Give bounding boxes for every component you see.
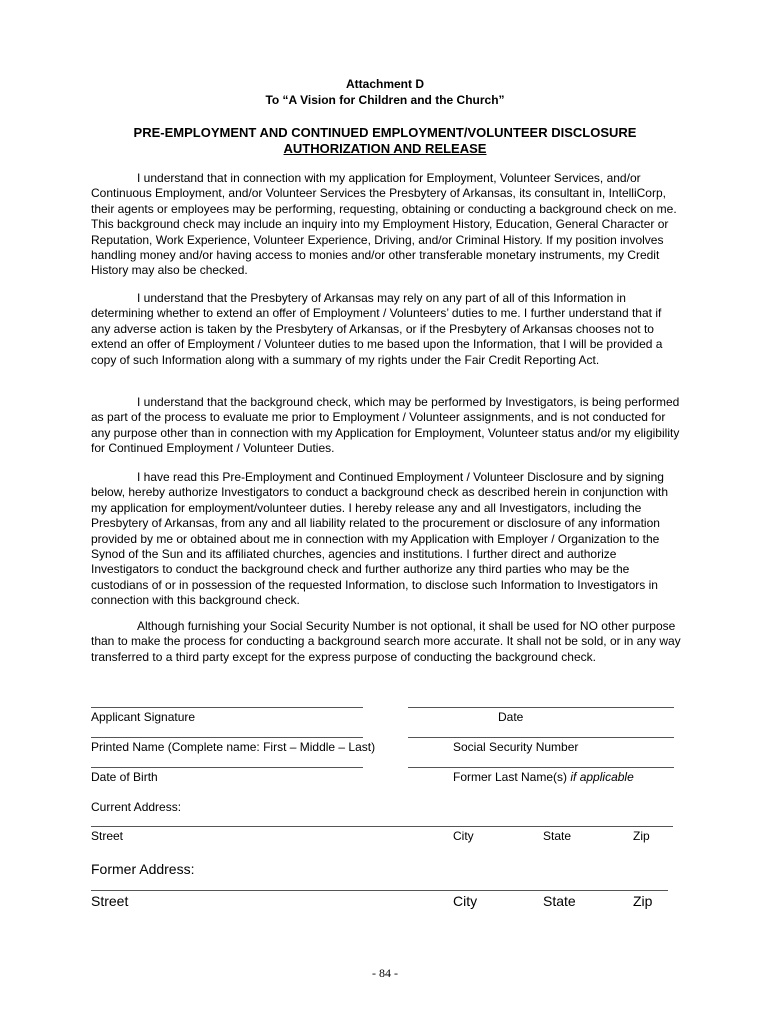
paragraph-1: I understand that in connection with my application for Employment, Volunteer Services, and/or Continuous Employment, and/or Volunteer Services the Presbytery of Arkansas, its consultant in, IntelliCorp, their agents or employees may be performing, requesting, obtaining or conducting a background check on me. This background check may include an inquiry into my Employment History, Education, General Character or Reputation, Work Experience, Volunteer Experience, Driving, and/or Criminal History. If my position involves handling money and/or having access to monies and/or other transferable monetary instruments, my Credit History may also be checked.	[91, 171, 677, 278]
form-title-line1: PRE-EMPLOYMENT AND CONTINUED EMPLOYMENT/VOLUNTEER DISCLOSURE	[133, 125, 637, 140]
current-street-label: Street	[91, 829, 124, 843]
date-label: Date	[498, 710, 524, 724]
paragraph-3: I understand that the background check, which may be performed by Investigators, is being performed as part of the process to evaluate me prior to Employment / Volunteer assignments, and is not conducted for any purpose other than in connection with my Application for Employment, Volunteer status and/or my eligibility for Continued Employment / Volunteer Duties.	[91, 395, 680, 456]
paragraph-2: I understand that the Presbytery of Arkansas may rely on any part of all of this Information in determining whether to extend an offer of Employment / Volunteers’ duties to me. I further understand that if any adverse action is taken by the Presbytery of Arkansas, or if the Presbytery of Arkansas chooses not to extend an offer of Employment / Volunteer duties to me based upon the Information, that I will be provided a copy of such Information along with a summary of my rights under the Fair Credit Reporting Act.	[91, 291, 663, 367]
printed-name-label: Printed Name (Complete name: First – Middle – Last)	[91, 740, 376, 754]
current-zip-label: Zip	[633, 829, 650, 843]
former-address-line[interactable]	[91, 890, 668, 891]
current-city-label: City	[453, 829, 474, 843]
former-address-label: Former Address:	[91, 861, 195, 877]
dob-label: Date of Birth	[91, 770, 158, 784]
attachment-label: Attachment D	[345, 77, 424, 91]
former-last-name-label: Former Last Name(s) if applicable	[453, 770, 634, 784]
if-applicable-note: if applicable	[570, 770, 634, 784]
form-title-line2: AUTHORIZATION AND RELEASE	[283, 141, 487, 156]
dob-line[interactable]	[91, 767, 363, 768]
paragraph-5: Although furnishing your Social Security Number is not optional, it shall be used for NO other purpose than to make the process for conducting a background search more accurate. It shall not be sold, or in any way transferred to a third party except for the express purpose of conducting the background check.	[91, 619, 681, 664]
former-city-label: City	[453, 893, 478, 909]
attachment-subtitle: To “A Vision for Children and the Church”	[265, 93, 505, 107]
former-last-name-line[interactable]	[408, 767, 674, 768]
ssn-line[interactable]	[408, 737, 674, 738]
applicant-signature-line[interactable]	[91, 707, 363, 708]
current-address-line[interactable]	[91, 826, 673, 827]
ssn-label: Social Security Number	[453, 740, 579, 754]
current-address-label: Current Address:	[91, 800, 182, 814]
former-street-label: Street	[91, 893, 129, 909]
former-state-label: State	[543, 893, 576, 909]
page-number: - 84 -	[372, 966, 398, 980]
paragraph-4: I have read this Pre-Employment and Continued Employment / Volunteer Disclosure and by signing below, hereby authorize Investigators to conduct a background check as described herein in conjunction with my application for employment/volunteer duties. I hereby release any and all Investigators, including the Presbytery of Arkansas, from any and all liability related to the procurement or disclosure of any information provided by me or obtained about me in connection with my Application with Employer / Organization to the Synod of the Sun and its affiliated churches, agencies and institutions. I further direct and authorize Investigators to conduct the background check and further authorize any third parties who may be the custodians of or in possession of the requested Information, to disclose such Information to Investigators in connection with this background check.	[91, 470, 669, 608]
printed-name-line[interactable]	[91, 737, 363, 738]
current-state-label: State	[543, 829, 572, 843]
date-line[interactable]	[408, 707, 674, 708]
applicant-signature-label: Applicant Signature	[91, 710, 196, 724]
former-zip-label: Zip	[633, 893, 653, 909]
